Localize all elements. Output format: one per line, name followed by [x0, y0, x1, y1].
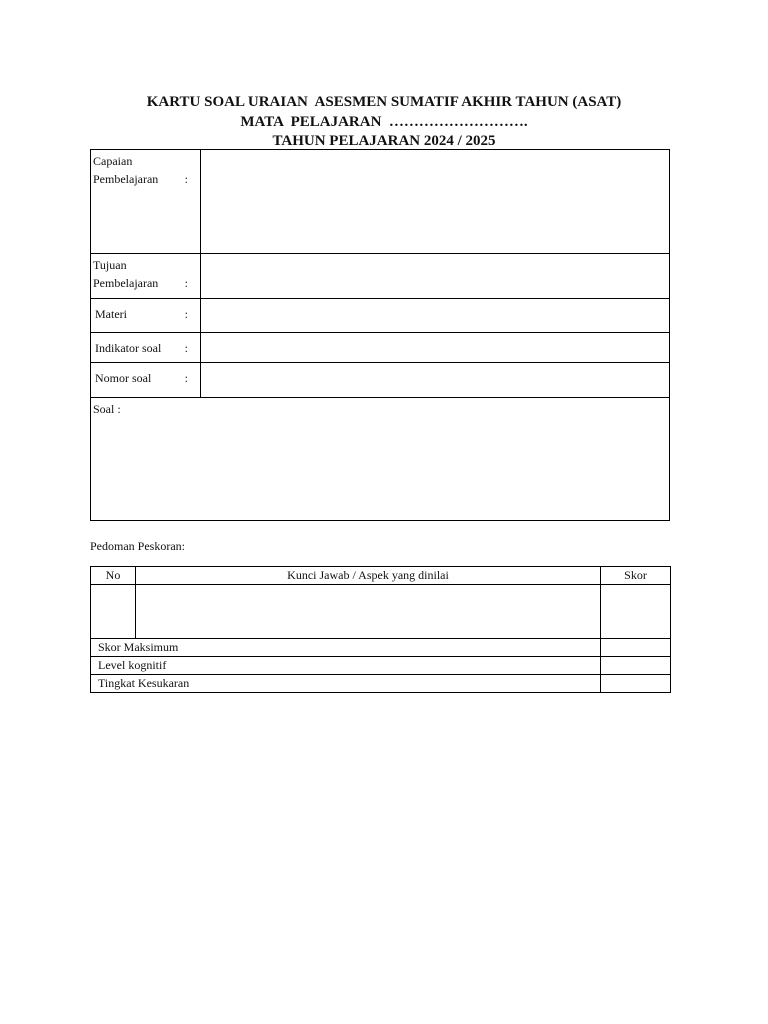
materi-row: [91, 299, 670, 333]
tujuan-colon: :: [184, 276, 188, 290]
tujuan-value-cell[interactable]: [201, 254, 670, 299]
school-year-line: TAHUN PELAJARAN 2024 / 2025: [272, 133, 496, 149]
nomor-colon: :: [184, 371, 188, 385]
capaian-label-line2: Pembelajaran: [93, 172, 159, 186]
scoring-table: [90, 566, 671, 693]
difficulty-row: [91, 675, 671, 693]
capaian-label-line1: Capaian: [93, 154, 133, 168]
header-kunci: Kunci Jawab / Aspek yang dinilai: [136, 567, 601, 585]
tujuan-label-cell: [91, 254, 201, 299]
header-no: No: [91, 567, 136, 585]
capaian-row: [91, 150, 670, 254]
cognitive-level-value-cell[interactable]: [601, 657, 671, 675]
capaian-colon: :: [184, 172, 188, 186]
capaian-label-cell: [91, 150, 201, 254]
tujuan-label-line2: Pembelajaran: [93, 276, 159, 290]
difficulty-label: Tingkat Kesukaran: [91, 675, 601, 693]
max-score-value-cell[interactable]: [601, 639, 671, 657]
nomor-row: [91, 363, 670, 398]
question-card-table: [90, 149, 670, 521]
subject-line: MATA PELAJARAN ……………………….: [240, 114, 528, 130]
soal-label: Soal :: [93, 402, 121, 416]
tujuan-row: [91, 254, 670, 299]
nomor-label-cell: [91, 363, 201, 398]
scoring-header-row: [91, 567, 671, 585]
entry-skor-cell[interactable]: [601, 585, 671, 639]
materi-colon: :: [184, 307, 188, 321]
indikator-row: [91, 333, 670, 363]
indikator-label-cell: [91, 333, 201, 363]
indikator-colon: :: [184, 341, 188, 355]
entry-kunci-cell[interactable]: [136, 585, 601, 639]
entry-no-cell[interactable]: [91, 585, 136, 639]
materi-label: Materi: [95, 307, 127, 321]
scoring-entry-row: [91, 585, 671, 639]
cognitive-level-row: [91, 657, 671, 675]
scoring-guide-label: Pedoman Peskoran:: [90, 539, 185, 553]
materi-value-cell[interactable]: [201, 299, 670, 333]
max-score-row: [91, 639, 671, 657]
nomor-value-cell[interactable]: [201, 363, 670, 398]
soal-cell[interactable]: [91, 398, 670, 521]
soal-row: [91, 398, 670, 521]
materi-label-cell: [91, 299, 201, 333]
indikator-label: Indikator soal: [95, 341, 162, 355]
tujuan-label-line1: Tujuan: [93, 258, 127, 272]
difficulty-value-cell[interactable]: [601, 675, 671, 693]
cognitive-level-label: Level kognitif: [91, 657, 601, 675]
header-skor: Skor: [601, 567, 671, 585]
max-score-label: Skor Maksimum: [91, 639, 601, 657]
capaian-value-cell[interactable]: [201, 150, 670, 254]
indikator-value-cell[interactable]: [201, 333, 670, 363]
nomor-label: Nomor soal: [95, 371, 152, 385]
doc-title: KARTU SOAL URAIAN ASESMEN SUMATIF AKHIR TAHUN (ASAT): [146, 94, 622, 110]
